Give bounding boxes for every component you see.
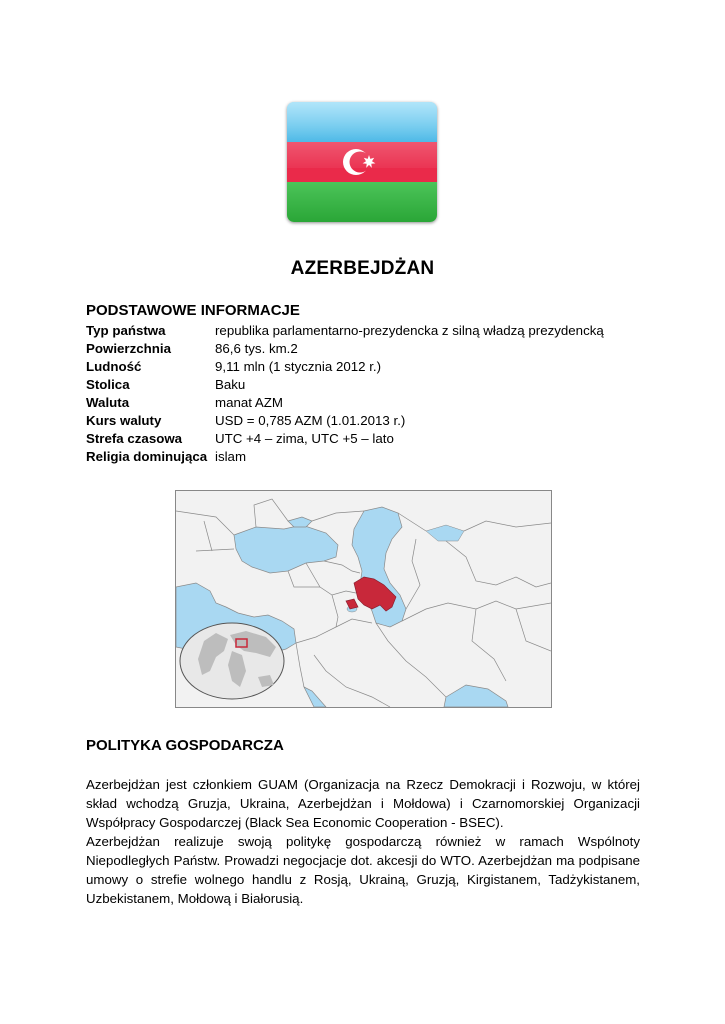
info-key: Strefa czasowa	[86, 431, 183, 446]
info-row	[86, 340, 604, 358]
azerbaijan-flag-icon	[287, 102, 437, 222]
policy-paragraph: Azerbejdżan jest członkiem GUAM (Organizacja na Rzecz Demokracji i Rozwoju, w której skład wchodzą Gruzja, Ukraina, Azerbejdżan i Mołdowa) i Czarnomorskiej Organizacji Współpracy Gospodarczej (Black Sea Economic Cooperation - BSEC).	[86, 777, 640, 830]
info-key: Kurs waluty	[86, 413, 162, 428]
info-key: Powierzchnia	[86, 341, 171, 356]
info-value: manat AZM	[215, 395, 283, 410]
info-row	[86, 322, 604, 340]
info-row	[86, 358, 604, 376]
flag-gloss	[287, 102, 437, 168]
info-key: Ludność	[86, 359, 142, 374]
section-heading-basic-info: PODSTAWOWE INFORMACJE	[86, 302, 300, 319]
info-row	[86, 430, 604, 448]
info-value: Baku	[215, 377, 246, 392]
policy-paragraph: Azerbejdżan realizuje swoją politykę gospodarczą również w ramach Wspólnoty Niepodległych Państw. Prowadzi negocjacje dot. akcesji do WTO. Azerbejdżan ma podpisane umowy o strefie wolnego handlu z Rosją, Ukrainą, Gruzją, Kirgistanem, Tadżykistanem, Uzbekistanem, Mołdową i Białorusią.	[86, 834, 640, 906]
info-value: 9,11 mln (1 stycznia 2012 r.)	[215, 359, 382, 374]
info-value: UTC +4 – zima, UTC +5 – lato	[215, 431, 394, 446]
section-heading-economic-policy: POLITYKA GOSPODARCZA	[86, 737, 284, 754]
info-row	[86, 448, 604, 466]
info-value: 86,6 tys. km.2	[215, 341, 298, 356]
location-map	[175, 490, 552, 708]
info-key: Stolica	[86, 377, 130, 392]
flag-green-stripe	[287, 182, 437, 222]
info-key: Typ państwa	[86, 323, 166, 338]
policy-text	[86, 775, 640, 908]
page-title: AZERBEJDŻAN	[290, 258, 435, 279]
info-row	[86, 376, 604, 394]
info-row	[86, 412, 604, 430]
info-value: USD = 0,785 AZM (1.01.2013 r.)	[215, 413, 406, 428]
info-key: Waluta	[86, 395, 130, 410]
info-key: Religia dominująca	[86, 449, 208, 464]
info-row	[86, 394, 604, 412]
info-value: republika parlamentarno-prezydencka z silną władzą prezydencką	[215, 323, 604, 338]
inset-globe	[180, 623, 284, 699]
basic-info-table	[86, 322, 604, 466]
info-value: islam	[215, 449, 247, 464]
